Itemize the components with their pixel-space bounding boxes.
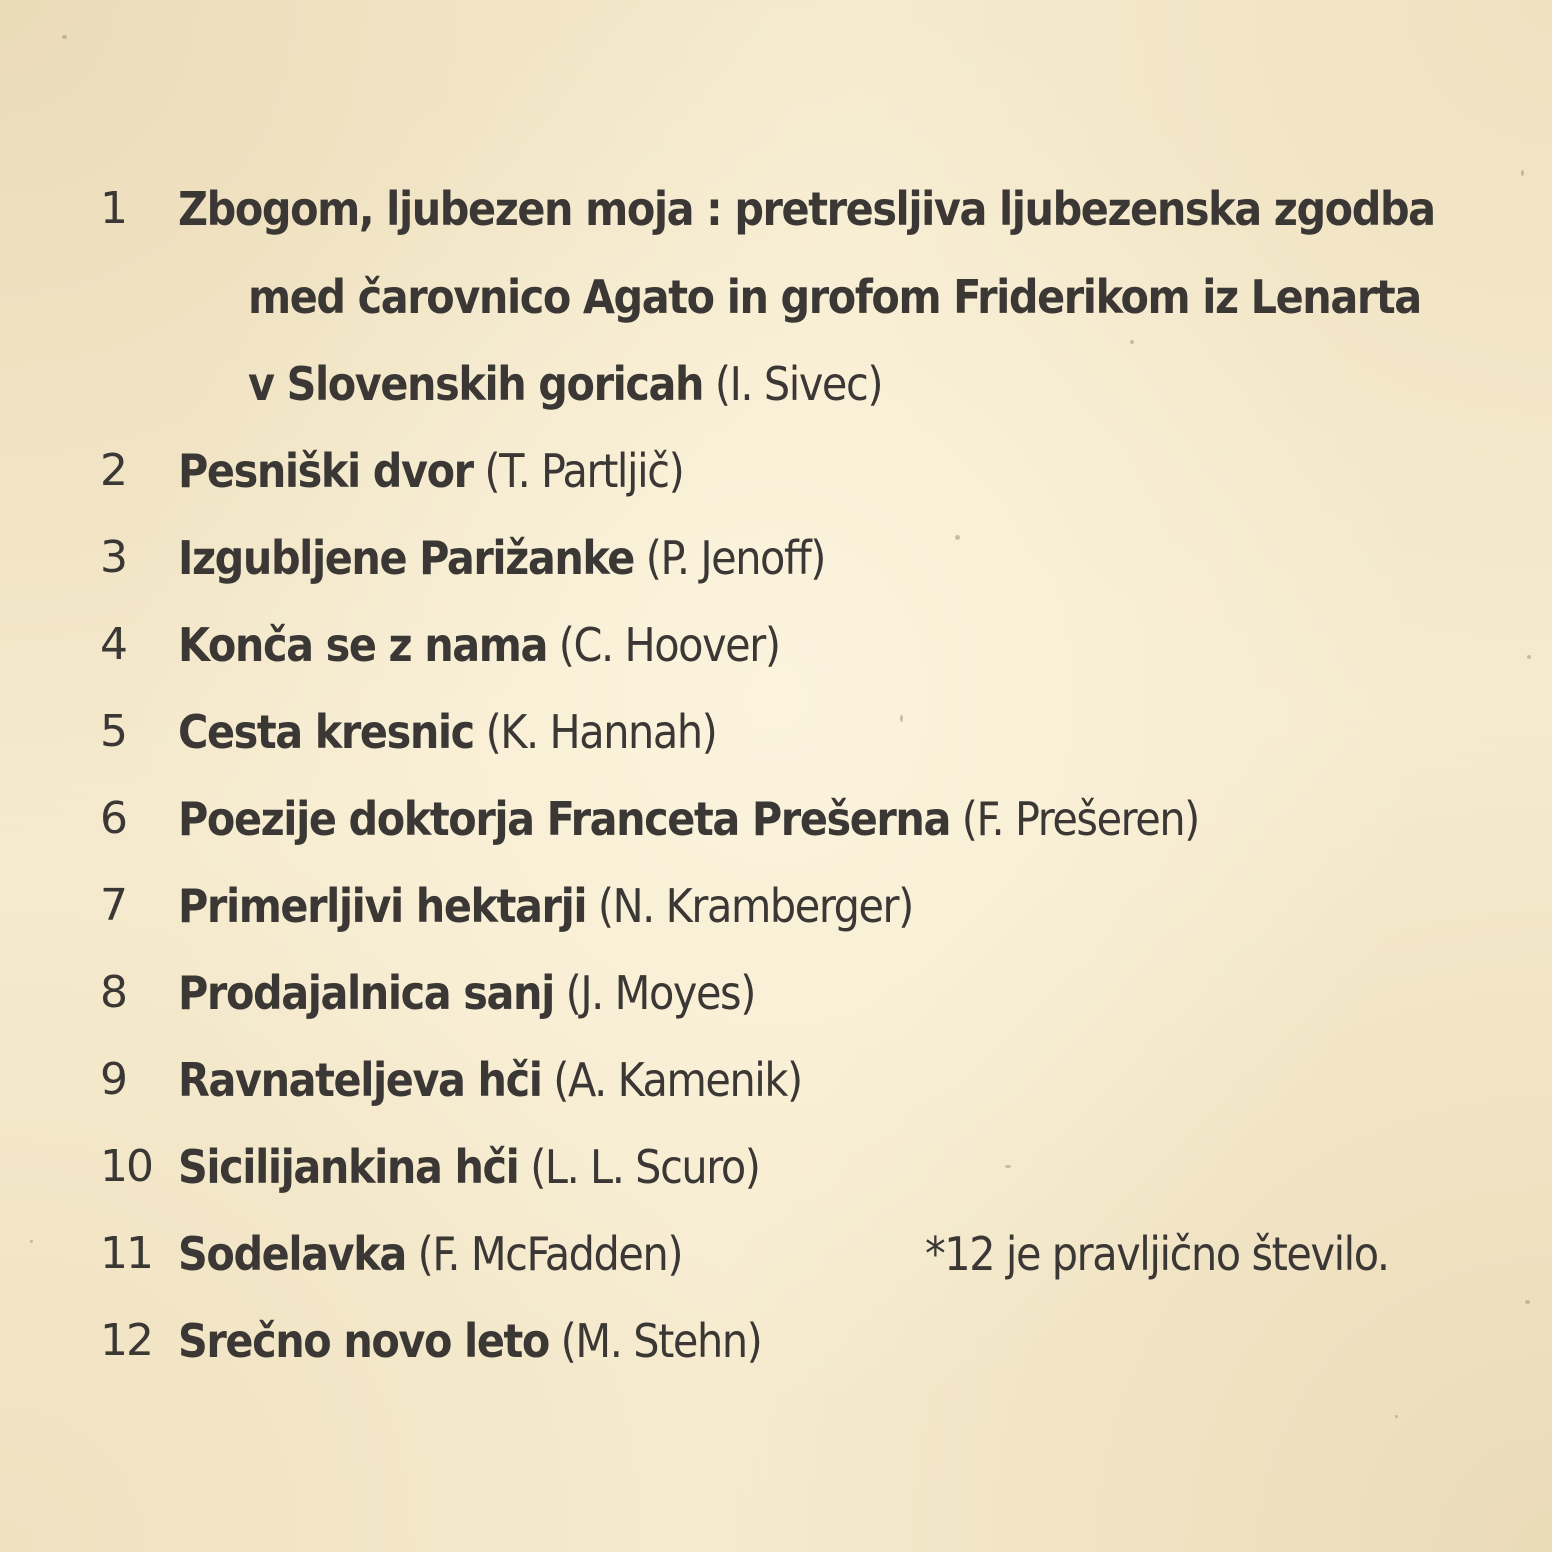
book-author: (P. Jenoff) bbox=[645, 531, 826, 585]
book-entry bbox=[178, 689, 716, 775]
item-number: 5 bbox=[100, 706, 126, 757]
book-title-line: v Slovenskih goricah bbox=[248, 357, 704, 411]
book-title-last-line bbox=[248, 341, 882, 427]
item-number: 2 bbox=[100, 445, 126, 496]
book-title: Ravnateljeva hči bbox=[178, 1053, 542, 1107]
book-title: Cesta kresnic bbox=[178, 705, 474, 759]
book-title: Sodelavka bbox=[178, 1227, 406, 1281]
book-entry bbox=[178, 1124, 760, 1210]
book-title: Pesniški dvor bbox=[178, 444, 473, 498]
book-entry bbox=[178, 428, 683, 514]
book-title: Prodajalnica sanj bbox=[178, 966, 554, 1020]
book-author: (I. Sivec) bbox=[714, 357, 883, 411]
book-title: Konča se z nama bbox=[178, 618, 548, 672]
book-entry bbox=[178, 1211, 682, 1297]
book-title-line: med čarovnico Agato in grofom Friderikom iz Lenarta bbox=[248, 270, 1421, 324]
item-number: 11 bbox=[100, 1228, 152, 1279]
book-entry bbox=[178, 863, 913, 949]
item-number: 6 bbox=[100, 793, 126, 844]
book-entry bbox=[178, 1037, 802, 1123]
book-author: (K. Hannah) bbox=[485, 705, 717, 759]
book-title: Sicilijankina hči bbox=[178, 1140, 519, 1194]
book-author: (C. Hoover) bbox=[558, 618, 780, 672]
item-number: 3 bbox=[100, 532, 126, 583]
item-number: 7 bbox=[100, 880, 126, 931]
book-entry bbox=[178, 602, 780, 688]
item-number: 8 bbox=[100, 967, 126, 1018]
item-number: 12 bbox=[100, 1315, 152, 1366]
item-number: 1 bbox=[100, 183, 126, 234]
book-author: (T. Partljič) bbox=[484, 444, 684, 498]
book-entry bbox=[178, 515, 825, 601]
book-title-line: Zbogom, ljubezen moja : pretresljiva ljubezenska zgodba bbox=[178, 182, 1435, 236]
book-entry bbox=[178, 776, 1199, 862]
book-title: Primerljivi hektarji bbox=[178, 879, 587, 933]
book-author: (F. Prešeren) bbox=[961, 792, 1199, 846]
item-number: 9 bbox=[100, 1054, 126, 1105]
book-title: Izgubljene Parižanke bbox=[178, 531, 634, 585]
book-entry bbox=[178, 1298, 761, 1384]
book-title: Srečno novo leto bbox=[178, 1314, 549, 1368]
book-author: (J. Moyes) bbox=[565, 966, 755, 1020]
book-author: (F. McFadden) bbox=[417, 1227, 683, 1281]
item-number: 10 bbox=[100, 1141, 152, 1192]
footnote: *12 je pravljično število. bbox=[925, 1227, 1389, 1281]
book-author: (N. Kramberger) bbox=[597, 879, 913, 933]
book-entry bbox=[178, 950, 755, 1036]
book-author: (M. Stehn) bbox=[560, 1314, 762, 1368]
item-number: 4 bbox=[100, 619, 126, 670]
book-author: (A. Kamenik) bbox=[553, 1053, 802, 1107]
book-author: (L. L. Scuro) bbox=[530, 1140, 760, 1194]
book-title: Poezije doktorja Franceta Prešerna bbox=[178, 792, 951, 846]
